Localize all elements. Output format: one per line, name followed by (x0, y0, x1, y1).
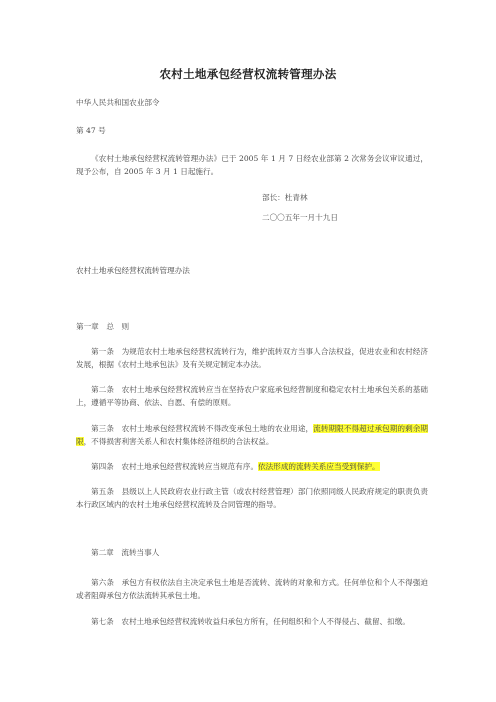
article-6: 第六条 承包方有权依法自主决定承包土地是否流转、流转的对象和方式。任何单位和个人不得强迫或者阻碍承包方依法流转其承包土地。 (76, 578, 428, 600)
document-subtitle: 农村土地承包经营权流转管理办法 (76, 266, 190, 275)
date-line: 二〇〇五年一月十九日 (262, 213, 338, 222)
article-7: 第七条 农村土地承包经营权流转收益归承包方所有，任何组织和个人不得侵占、截留、扣缴。 (91, 617, 410, 626)
chapter-2-heading: 第二章 流转当事人 (91, 548, 160, 557)
article-5: 第五条 县级以上人民政府农业行政主管（或农村经营管理）部门依照同级人民政府规定的职责负责本行政区域内的农村土地承包经营权流转及合同管理的指导。 (76, 487, 428, 509)
chapter-1-heading: 第一章 总 则 (76, 322, 130, 331)
article-4-text: 第四条 农村土地承包经营权流转应当规范有序。 (91, 462, 259, 471)
order-number: 第 47 号 (76, 126, 106, 135)
issuer-line: 中华人民共和国农业部令 (76, 98, 160, 107)
article-3 (76, 423, 428, 448)
article-1: 第一条 为规范农村土地承包经营权流转行为，维护流转双方当事人合法权益，促进农业和农村经济发展，根据《农村土地承包法》及有关规定制定本办法。 (76, 347, 428, 369)
article-2: 第二条 农村土地承包经营权流转应当在坚持农户家庭承包经营制度和稳定农村土地承包关系的基础上，遵循平等协商、依法、自愿、有偿的原则。 (76, 385, 428, 407)
preamble-paragraph: 《农村土地承包经营权流转管理办法》已于 2005 年 1 月 7 日经农业部第 2 次常务会议审议通过，现予公布，自 2005 年 3 月 1 日起施行。 (76, 154, 428, 176)
document-title: 农村土地承包经营权流转管理办法 (159, 67, 337, 81)
article-3-text-a: 第三条 农村土地承包经营权流转不得改变承包土地的农业用途， (91, 424, 314, 433)
article-3-text-b: ，不得损害利害关系人和农村集体经济组织的合法权益。 (83, 436, 274, 446)
article-4-highlight: 依法形成的流转关系应当受到保护。 (258, 462, 380, 471)
article-4 (76, 461, 428, 474)
article-3-highlight: 流转期限不得超过承包期的剩余期限 (76, 424, 428, 446)
signature-line: 部长：杜青林 (262, 193, 308, 202)
